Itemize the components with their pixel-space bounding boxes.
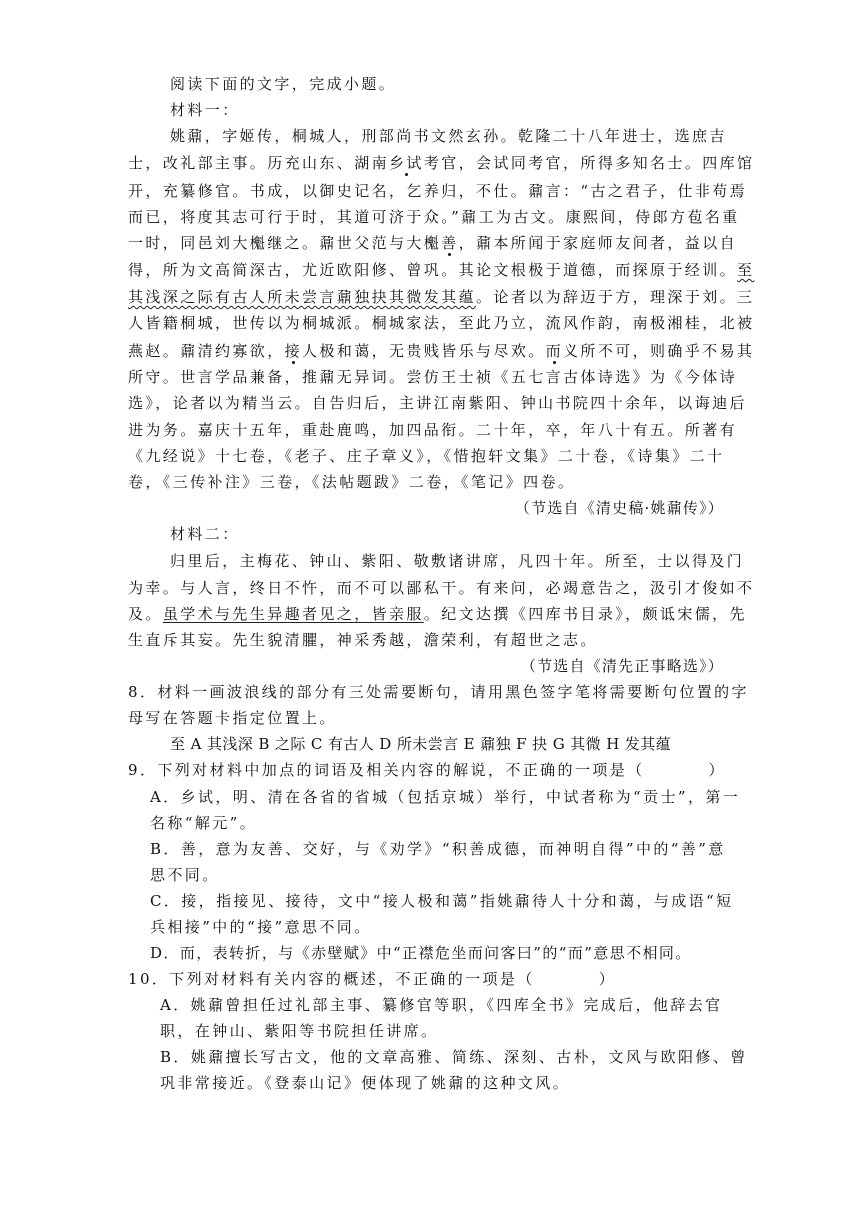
- material1-line: [128, 260, 755, 280]
- material1-line: 《九经说》十七卷，《老子、庄子章义》，《惜抱轩文集》二十卷，《诗集》二十: [128, 447, 725, 465]
- material2-heading: 材料二：: [170, 525, 240, 543]
- material1-line: 姚鼐，字姬传，桐城人，刑部尚书文然玄孙。乾隆二十八年进士，选庶吉: [170, 127, 727, 145]
- material1-line: 进为务。嘉庆十五年，重赴鹿鸣，加四品衔。二十年，卒，年八十有五。所著有: [128, 421, 738, 439]
- dotted-term: 接: [284, 342, 303, 360]
- text-run: 一时，同邑刘大櫆继之。鼐世父范与大櫆: [128, 234, 442, 252]
- text-run: ）: [598, 970, 617, 988]
- material1-line: 而已，将度其志可行于时，其道可济于众。”鼐工为古文。康熙间，侍郎方苞名重: [128, 208, 740, 226]
- text-run: 及。: [128, 605, 163, 623]
- question10-option-b: B．姚鼐擅长写古文，他的文章高雅、简练、深刻、古朴，文风与欧阳修、曾: [160, 1048, 748, 1066]
- material1-heading: 材料一：: [170, 101, 240, 119]
- wavy-underlined-text: 其浅深之际有古人所未尝言鼐独抉其微发其蕴: [128, 288, 477, 306]
- material1-line: [128, 287, 755, 307]
- text-run: 考官，会试同考官，所得多知名士。四库馆: [423, 154, 755, 172]
- material1-line: 开，充纂修官。书成，以御史记名，乞养归，不仕。鼐言：“古之君子，仕非苟焉: [128, 182, 748, 200]
- material1-line: [128, 153, 755, 173]
- question9-stem: [128, 760, 728, 780]
- material1-line: [128, 341, 755, 361]
- material1-line: [128, 233, 738, 253]
- question9-option-d: D．而，表转折，与《赤壁赋》中“正襟危坐而问客曰”的“而”意思不相同。: [150, 944, 692, 962]
- material1-line: 卷，《三传补注》三卷，《法帖题跋》二卷，《笔记》四卷。: [128, 473, 576, 491]
- question9-option-c: 兵相接”中的“接”意思不同。: [150, 918, 372, 936]
- question10-option-a: A．姚鼐曾担任过礼部主事、纂修官等职，《四库全书》完成后，他辞去官: [160, 996, 723, 1014]
- material1-line: 所守。世言学品兼备，推鼐无异词。尝仿王士祯《五七言古体诗选》为《今体诗: [128, 368, 738, 386]
- question8-stem: 8．材料一画波浪线的部分有三处需要断句，请用黑色签字笔将需要断句位置的字: [128, 683, 749, 701]
- text-run: 得，所为文高简深古，尤近欧阳修、曾巩。其论文根极于道德，而探原于经训。: [128, 261, 738, 279]
- text-run: 燕赵。鼐清约寡欲，: [128, 342, 285, 360]
- question10-option-a: 职，在钟山、紫阳等书院担任讲席。: [160, 1022, 439, 1040]
- text-run: ，鼐本所闻于家庭师友间者，益以自: [458, 234, 738, 252]
- text-run: 10．下列对材料有关内容的概述，不正确的一项是（: [128, 970, 535, 988]
- instruction: 阅读下面的文字，完成小题。: [170, 75, 397, 93]
- dotted-term: 乡试: [389, 154, 424, 172]
- question9-option-c: C．接，指接见、接待，文中“接人极和蔼”指姚鼐待人十分和蔼，与成语“短: [150, 892, 734, 910]
- material2-source: （节选自《清先正事略选》）: [520, 657, 724, 675]
- material2-line: 为幸。与人言，终日不忤，而不可以鄙私干。有来问，必竭意告之，汲引才俊如不: [128, 579, 755, 597]
- question9-option-b: B．善，意为友善、交好，与《劝学》“积善成德，而神明自得”中的“善”意: [150, 840, 726, 858]
- question10-option-b: 巩非常接近。《登泰山记》便体现了姚鼐的这种文风。: [160, 1074, 571, 1092]
- material1-line: 人皆籍桐城，世传以为桐城派。桐城家法，至此乃立，流风作韵，南极湘桂，北被: [128, 314, 755, 332]
- text-run: ）: [708, 761, 726, 779]
- underlined-text: 虽学术与先生异趣者见之，皆亲服: [162, 605, 424, 623]
- question10-stem: [128, 969, 728, 989]
- question9-option-b: 思不同。: [150, 866, 220, 884]
- material2-line: [128, 604, 747, 624]
- text-run: 义所不可，则确乎不易其: [563, 342, 755, 360]
- wavy-underlined-text: 至: [737, 261, 755, 279]
- dotted-term: 而: [545, 342, 564, 360]
- text-run: 士，改礼部主事。历充山东、湖南: [128, 154, 390, 172]
- text-run: 9．下列对材料中加点的词语及相关内容的解说，不正确的一项是（: [128, 761, 645, 779]
- dotted-term: 善: [441, 234, 459, 252]
- material1-source: （节选自《清史稿·姚鼐传》）: [514, 499, 724, 517]
- text-run: 。论者以为辞迈于方，理深于刘。三: [476, 288, 755, 306]
- question9-option-a: 名称“解元”。: [150, 814, 258, 832]
- material2-line: 归里后，主梅花、钟山、紫阳、敬敷诸讲席，凡四十年。所至，士以得及门: [170, 552, 745, 570]
- material1-line: 选》，论者以为精当云。自告归后，主讲江南紫阳、钟山书院四十余年，以诲迪后: [128, 394, 747, 412]
- question8-sentence: 至 A 其浅深 B 之际 C 有古人 D 所未尝言 E 鼐独 F 抉 G 其微 H 发其蕴: [170, 735, 672, 753]
- question8-stem: 母写在答题卡指定位置上。: [128, 709, 337, 727]
- text-run: 。纪文达撰《四库书目录》，颇诋宋儒，先: [423, 605, 747, 623]
- text-run: 人极和蔼，无贵贱皆乐与尽欢。: [302, 342, 546, 360]
- question9-option-a: A．乡试，明、清在各省的省城（包括京城）举行，中试者称为“贡士”，第一: [150, 788, 741, 806]
- material2-line: 生直斥其妄。先生貌清臞，神采秀越，澹荣利，有超世之志。: [128, 631, 598, 649]
